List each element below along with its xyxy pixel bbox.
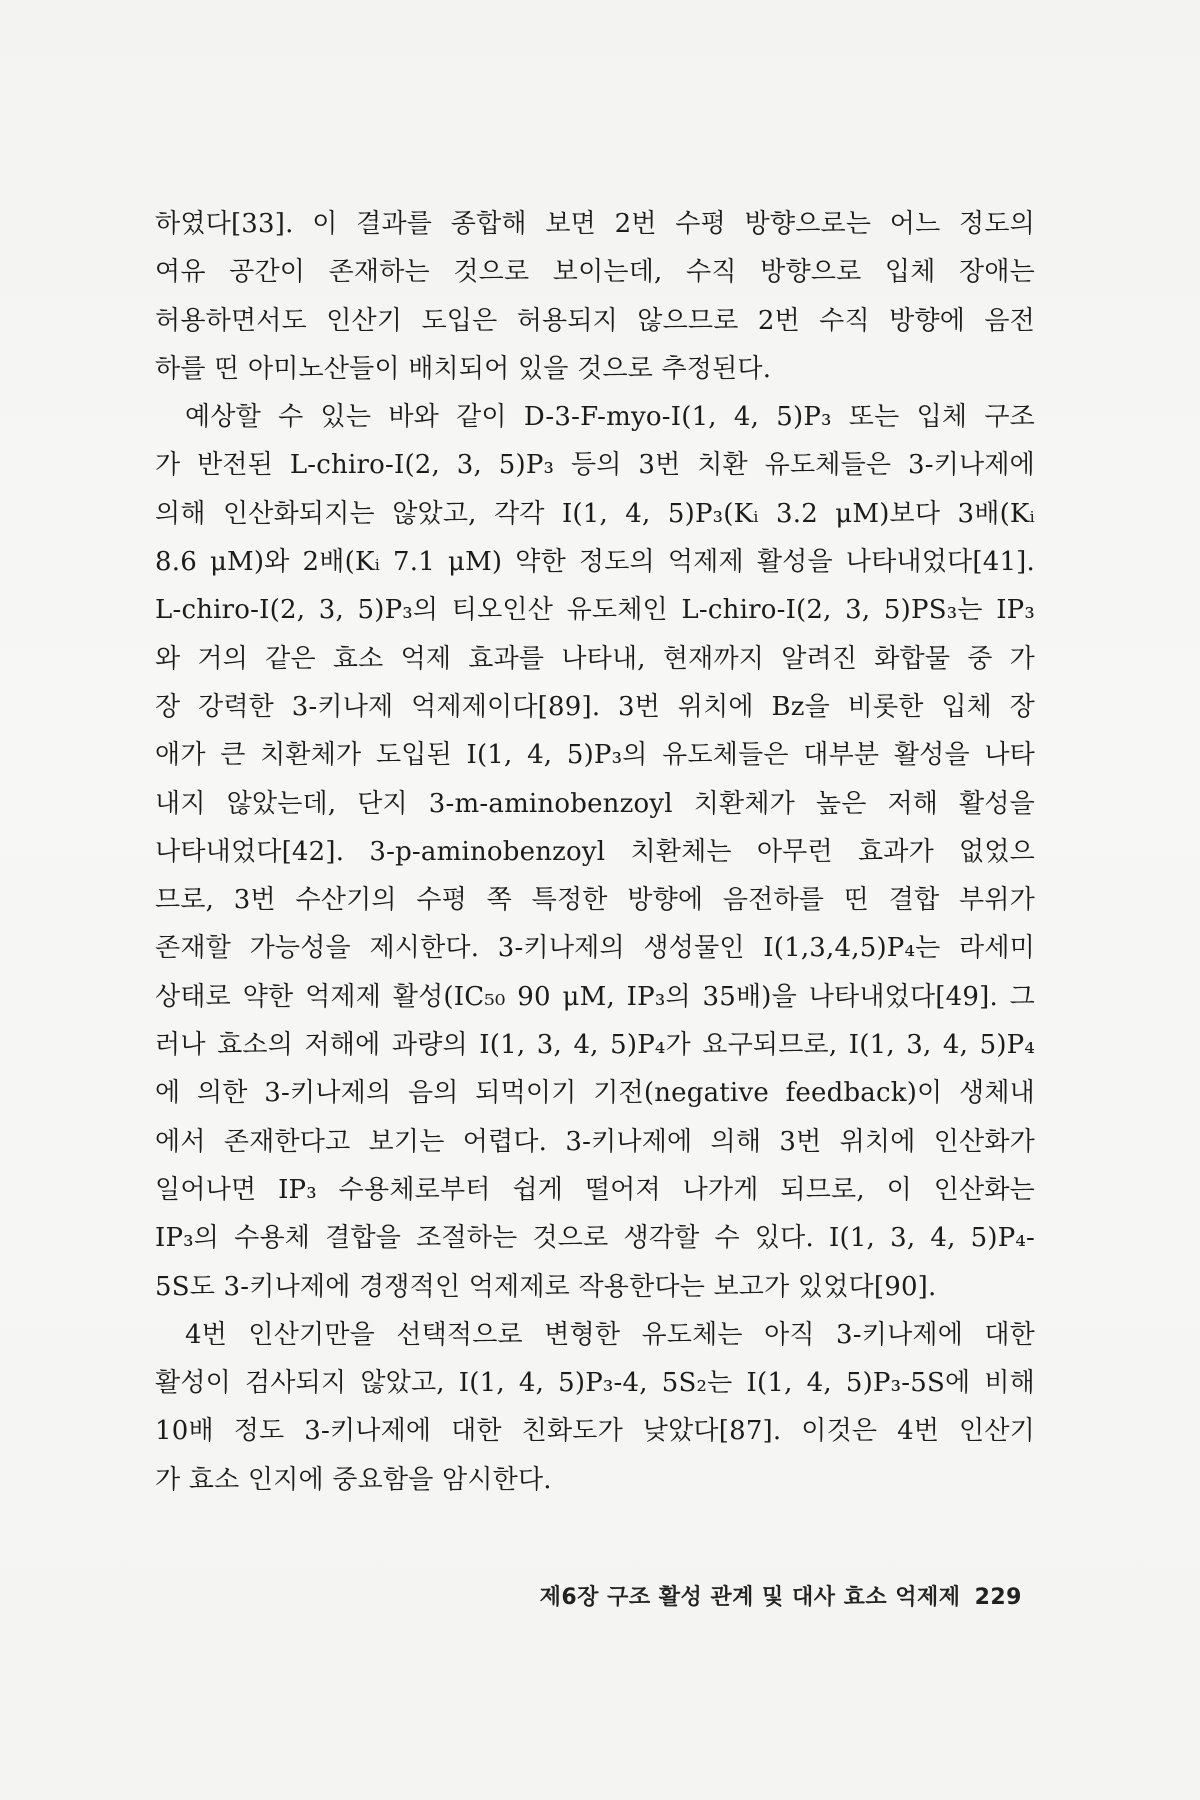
text-line: IP₃의 수용체 결합을 조절하는 것으로 생각할 수 있다. I(1, 3, 4, 5)P₄- bbox=[155, 1223, 1035, 1254]
text-line: 하였다[33]. 이 결과를 종합해 보면 2번 수평 방향으로는 어느 정도의 bbox=[155, 209, 1035, 239]
text-line: 장 강력한 3-키나제 억제제이다[89]. 3번 위치에 Bz을 비롯한 입체 장 bbox=[155, 691, 1035, 722]
text-line: 의해 인산화되지는 않았고, 각각 I(1, 4, 5)P₃(Kᵢ 3.2 μM)보다 3배(Kᵢ bbox=[155, 498, 1035, 529]
text-line: 와 거의 같은 효소 억제 효과를 나타내, 현재까지 알려진 화합물 중 가 bbox=[155, 643, 1035, 674]
page-number: 229 bbox=[974, 1585, 1022, 1610]
text-line: 므로, 3번 수산기의 수평 쪽 특정한 방향에 음전하를 띤 결합 부위가 bbox=[155, 885, 1035, 916]
text-line: 예상할 수 있는 바와 같이 D-3-F-myo-I(1, 4, 5)P₃ 또는 입체 구조 bbox=[185, 402, 1035, 433]
text-line: 에 의한 3-키나제의 음의 되먹이기 기전(negative feedback)이 생체내 bbox=[155, 1078, 1035, 1109]
text-line: 내지 않았는데, 단지 3-m-aminobenzoyl 치환체가 높은 저해 활성을 bbox=[155, 788, 1035, 819]
running-footer bbox=[540, 1580, 1022, 1611]
text-line: 존재할 가능성을 제시한다. 3-키나제의 생성물인 I(1,3,4,5)P₄는 라세미 bbox=[155, 933, 1035, 964]
text-line: 10배 정도 3-키나제에 대한 친화도가 낮았다[87]. 이것은 4번 인산기 bbox=[155, 1416, 1035, 1447]
text-line: 8.6 μM)와 2배(Kᵢ 7.1 μM) 약한 정도의 억제제 활성을 나타내었다[41]. bbox=[155, 547, 1035, 578]
text-line: 여유 공간이 존재하는 것으로 보이는데, 수직 방향으로 입체 장애는 bbox=[155, 257, 1035, 288]
text-line: L-chiro-I(2, 3, 5)P₃의 티오인산 유도체인 L-chiro-I(2, 3, 5)PS₃는 IP₃ bbox=[155, 595, 1035, 626]
text-line: 하를 띤 아미노산들이 배치되어 있을 것으로 추정된다. bbox=[155, 353, 772, 384]
chapter-title: 제6장 구조 활성 관계 및 대사 효소 억제제 bbox=[539, 1585, 961, 1610]
text-line: 나타내었다[42]. 3-p-aminobenzoyl 치환체는 아무런 효과가 없었으 bbox=[155, 836, 1035, 867]
paragraph-3 bbox=[155, 1311, 1035, 1504]
text-line: 일어나면 IP₃ 수용체로부터 쉽게 떨어져 나가게 되므로, 이 인산화는 bbox=[155, 1174, 1035, 1205]
text-line: 상태로 약한 억제제 활성(IC₅₀ 90 μM, IP₃의 35배)을 나타내었다[49]. 그 bbox=[155, 981, 1035, 1012]
text-line: 애가 큰 치환체가 도입된 I(1, 4, 5)P₃의 유도체들은 대부분 활성을 나타 bbox=[155, 740, 1035, 771]
text-line: 가 효소 인지에 중요함을 암시한다. bbox=[155, 1464, 552, 1495]
body-text bbox=[155, 200, 1035, 1504]
text-line: 4번 인산기만을 선택적으로 변형한 유도체는 아직 3-키나제에 대한 bbox=[185, 1319, 1035, 1350]
text-line: 가 반전된 L-chiro-I(2, 3, 5)P₃ 등의 3번 치환 유도체들은 3-키나제에 bbox=[155, 450, 1035, 481]
text-line: 활성이 검사되지 않았고, I(1, 4, 5)P₃-4, 5S₂는 I(1, 4, 5)P₃-5S에 비해 bbox=[155, 1368, 1035, 1399]
text-line: 러나 효소의 저해에 과량의 I(1, 3, 4, 5)P₄가 요구되므로, I(1, 3, 4, 5)P₄ bbox=[155, 1030, 1035, 1061]
text-line: 5S도 3-키나제에 경쟁적인 억제제로 작용한다는 보고가 있었다[90]. bbox=[155, 1271, 937, 1302]
paragraph-1 bbox=[155, 200, 1035, 393]
paragraph-2 bbox=[155, 393, 1035, 1311]
text-line: 에서 존재한다고 보기는 어렵다. 3-키나제에 의해 3번 위치에 인산화가 bbox=[155, 1126, 1035, 1157]
text-line: 허용하면서도 인산기 도입은 허용되지 않으므로 2번 수직 방향에 음전 bbox=[155, 305, 1035, 336]
